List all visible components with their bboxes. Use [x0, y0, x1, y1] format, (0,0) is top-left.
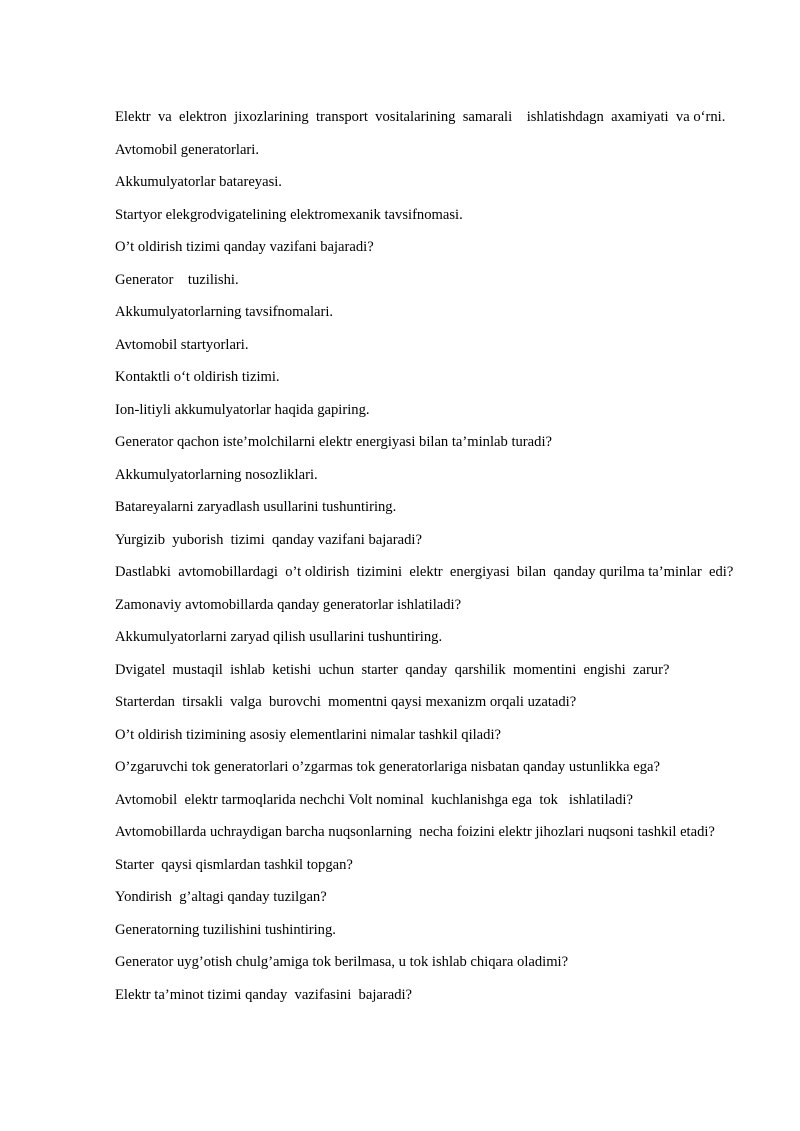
list-item: Generator tuzilishi. — [115, 271, 239, 288]
list-item: Avtomobil startyorlari. — [115, 336, 249, 353]
list-item: Batareyalarni zaryadlash usullarini tushuntiring. — [115, 499, 397, 515]
list-item: Yurgizib yuborish tizimi qanday vazifani bajaradi? — [115, 531, 422, 548]
question-list — [115, 109, 743, 1004]
list-item: Akkumulyatorlarning tavsifnomalari. — [115, 304, 334, 320]
list-item: O’t oldirish tizimining asosiy elementlarini nimalar tashkil qiladi? — [115, 726, 501, 743]
list-item: O’zgaruvchi tok generatorlari o’zgarmas tok generatorlariga nisbatan qanday ustunlikka ega? — [115, 759, 661, 775]
list-item: Startyor elekgrodvigatelining elektromexanik tavsifnomasi. — [115, 206, 463, 223]
list-item: Elektr va elektron jixozlarining transport vositalarining samarali ishlatishdagn axamiyati va o‘rni. — [115, 109, 726, 125]
list-item: O’t oldirish tizimi qanday vazifani bajaradi? — [115, 239, 374, 255]
list-item: Generator qachon iste’molchilarni elektr energiyasi bilan ta’minlab turadi? — [115, 434, 552, 450]
list-item: Dastlabki avtomobillardagi o’t oldirish tizimini elektr energiyasi bilan qanday qurilma ta’minlar edi? — [115, 564, 734, 580]
list-item: Zamonaviy avtomobillarda qanday generatorlar ishlatiladi? — [115, 596, 462, 613]
list-item: Avtomobillarda uchraydigan barcha nuqsonlarning necha foizini elektr jihozlari nuqsoni tashkil etadi? — [115, 824, 715, 840]
list-item: Dvigatel mustaqil ishlab ketishi uchun starter qanday qarshilik momentini engishi zarur? — [115, 661, 670, 678]
list-item: Avtomobil generatorlari. — [115, 141, 259, 158]
list-item: Avtomobil elektr tarmoqlarida nechchi Volt nominal kuchlanishga ega tok ishlatiladi? — [115, 791, 633, 808]
list-item: Elektr ta’minot tizimi qanday vazifasini bajaradi? — [115, 986, 413, 1003]
list-item: Kontaktli o‘t oldirish tizimi. — [115, 369, 280, 385]
list-item: Akkumulyatorlar batareyasi. — [115, 174, 282, 190]
list-item: Starter qaysi qismlardan tashkil topgan? — [115, 856, 353, 873]
list-item: Generator uyg’otish chulg’amiga tok berilmasa, u tok ishlab chiqara oladimi? — [115, 954, 569, 970]
list-item: Generatorning tuzilishini tushintiring. — [115, 921, 336, 938]
list-item: Akkumulyatorlarning nosozliklari. — [115, 466, 318, 483]
list-item: Ion-litiyli akkumulyatorlar haqida gapiring. — [115, 401, 370, 418]
list-item: Yondirish g’altagi qanday tuzilgan? — [115, 889, 327, 905]
list-item: Starterdan tirsakli valga burovchi momentni qaysi mexanizm orqali uzatadi? — [115, 694, 577, 710]
list-item: Akkumulyatorlarni zaryad qilish usullarini tushuntiring. — [115, 629, 443, 645]
